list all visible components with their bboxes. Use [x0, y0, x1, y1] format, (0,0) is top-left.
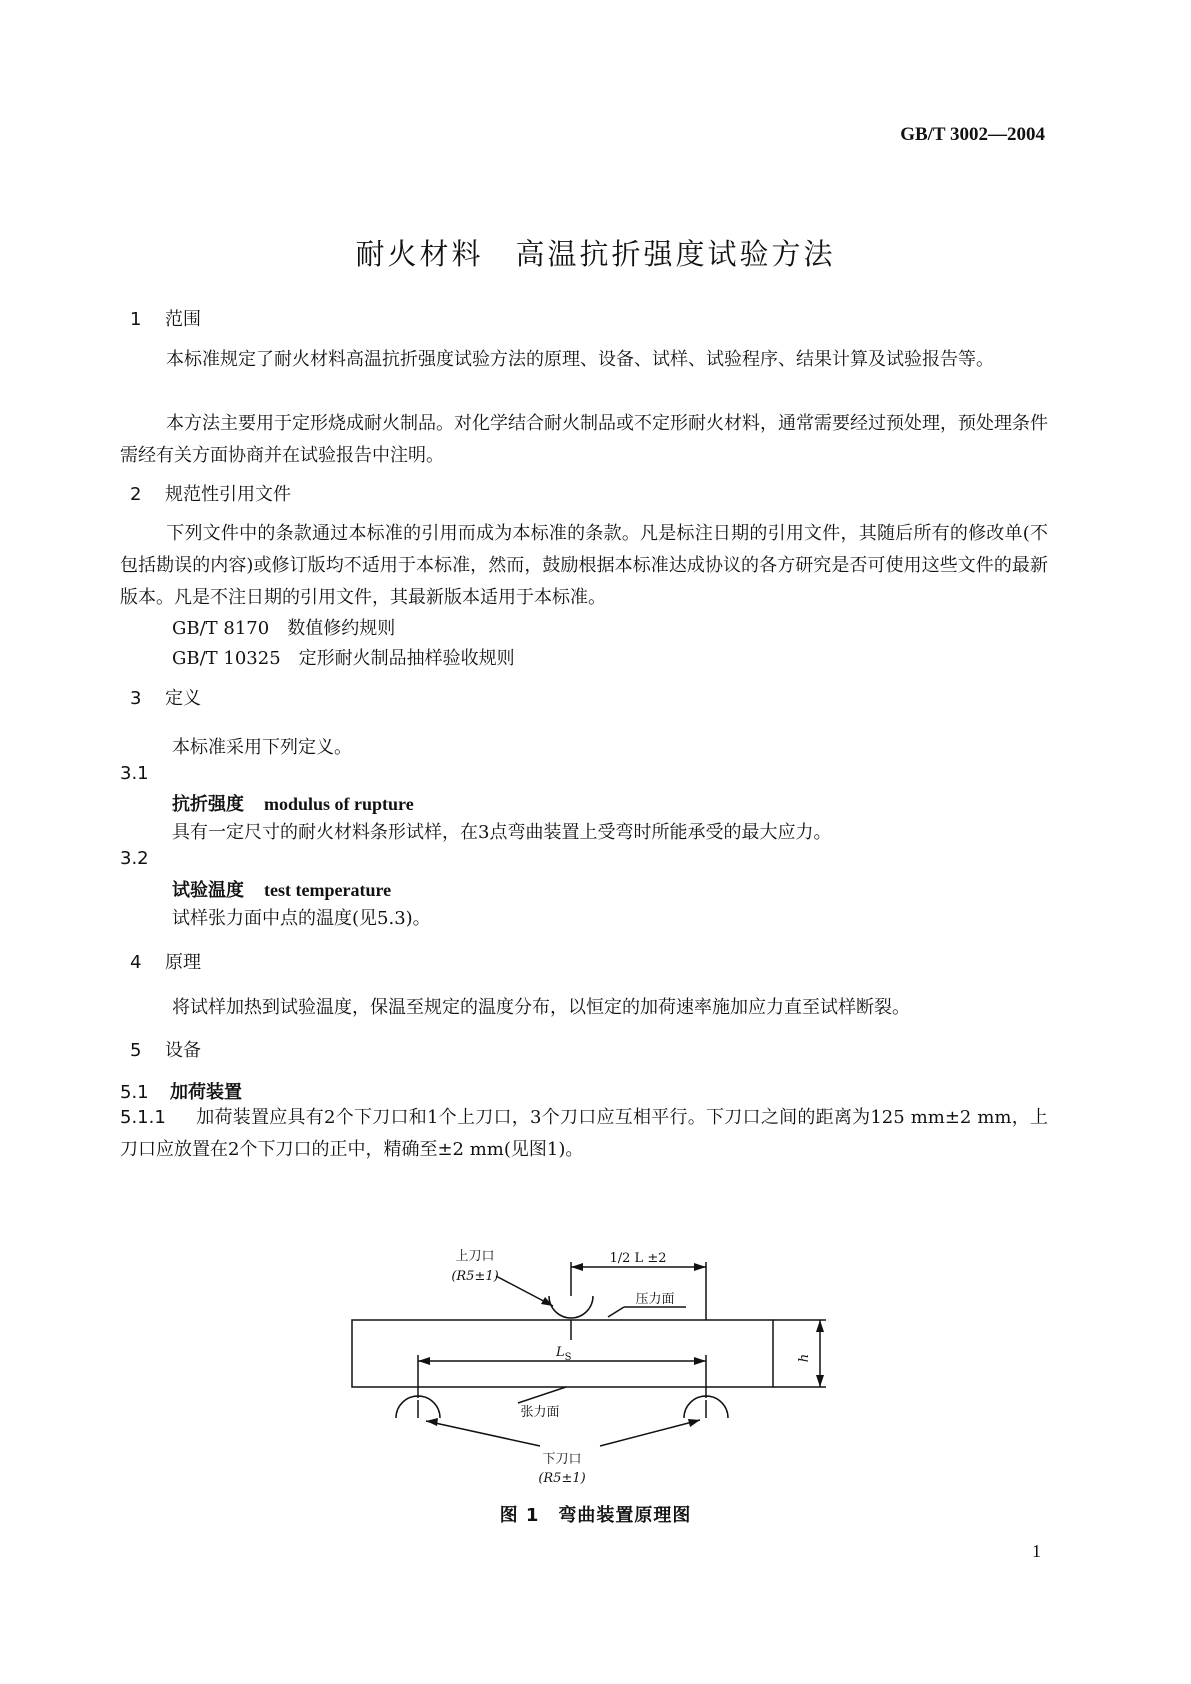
section-2-paragraph: 下列文件中的条款通过本标准的引用而成为本标准的条款。凡是标注日期的引用文件，其随后所有的修改单(不包括勘误的内容)或修订版均不适用于本标准，然而，鼓励根据本标准达成协议的各方研究是否可使用这些文件的最新版本。凡是不注日期的引用文件，其最新版本适用于本标准。	[120, 523, 1048, 608]
section-1-paragraph-1: 本标准规定了耐火材料高温抗折强度试验方法的原理、设备、试样、试验程序、结果计算及试验报告等。	[166, 349, 994, 370]
definition-3-2-number: 3.2	[120, 848, 149, 869]
span-arrow-right	[694, 1357, 706, 1365]
height-arrow-top	[816, 1320, 824, 1332]
definition-3-2-text: 试样张力面中点的温度(见5.3)。	[172, 908, 431, 929]
height-label: h	[797, 1353, 812, 1363]
upper-blade-leader-arrow	[541, 1297, 553, 1306]
section-3-intro: 本标准采用下列定义。	[172, 737, 352, 758]
lower-blade-label: 下刀口	[542, 1452, 582, 1467]
section-4-paragraph: 将试样加热到试验温度，保温至规定的温度分布，以恒定的加荷速率施加应力直至试样断裂。	[172, 997, 910, 1018]
section-3-heading: 3 定义	[130, 688, 201, 709]
lower-blade-radius: (R5±1)	[538, 1471, 586, 1486]
subsection-5-1-heading: 5.1 加荷装置	[120, 1082, 242, 1103]
page-number: 1	[1032, 1541, 1041, 1561]
height-arrow-bottom	[816, 1375, 824, 1387]
half-span-label: 1/2 L ±2	[609, 1251, 667, 1266]
section-4-heading: 4 原理	[130, 952, 201, 973]
tension-face-leader	[518, 1387, 566, 1403]
clause-5-1-1: 5.1.1 加荷装置应具有2个下刀口和1个上刀口，3个刀口应互相平行。下刀口之间的距离为125 mm±2 mm，上刀口应放置在2个下刀口的正中，精确至±2 mm(见图1)。	[120, 1107, 1048, 1160]
definition-3-1-text: 具有一定尺寸的耐火材料条形试样，在3点弯曲装置上受弯时所能承受的最大应力。	[172, 822, 832, 843]
definition-3-1-number: 3.1	[120, 763, 149, 784]
section-5-heading: 5 设备	[130, 1040, 201, 1061]
section-1-heading: 1 范围	[130, 309, 201, 330]
figure-caption: 图 1 弯曲装置原理图	[499, 1505, 692, 1526]
compression-face-leader	[608, 1307, 624, 1317]
half-span-arrow-right	[694, 1263, 706, 1271]
span-label: $L_S$	[556, 1345, 572, 1363]
lower-blade-leader-right-arrow	[688, 1419, 700, 1427]
document-title: 耐火材料 高温抗折强度试验方法	[355, 237, 836, 271]
reference-2: GB/T 10325 定形耐火制品抽样验收规则	[172, 648, 515, 669]
tension-face-label: 张力面	[520, 1405, 560, 1420]
compression-face-label: 压力面	[635, 1292, 675, 1307]
lower-blade-leader-right	[600, 1420, 700, 1446]
span-arrow-left	[418, 1357, 430, 1365]
standard-code: GB/T 3002—2004	[900, 124, 1045, 145]
definition-3-1-term: 抗折强度 modulus of rupture	[172, 794, 414, 815]
definition-3-2-term: 试验温度 test temperature	[172, 880, 392, 901]
half-span-arrow-left	[571, 1263, 583, 1271]
section-1-paragraph-2: 本方法主要用于定形烧成耐火制品。对化学结合耐火制品或不定形耐火材料，通常需要经过预处理，预处理条件需经有关方面协商并在试验报告中注明。	[120, 413, 1048, 466]
upper-blade-arc	[549, 1296, 593, 1318]
upper-blade-label: 上刀口	[455, 1249, 495, 1264]
lower-blade-leader-left	[426, 1421, 540, 1446]
upper-blade-radius: (R5±1)	[451, 1269, 499, 1284]
section-2-heading: 2 规范性引用文件	[130, 484, 291, 505]
reference-1: GB/T 8170 数值修约规则	[172, 618, 396, 639]
